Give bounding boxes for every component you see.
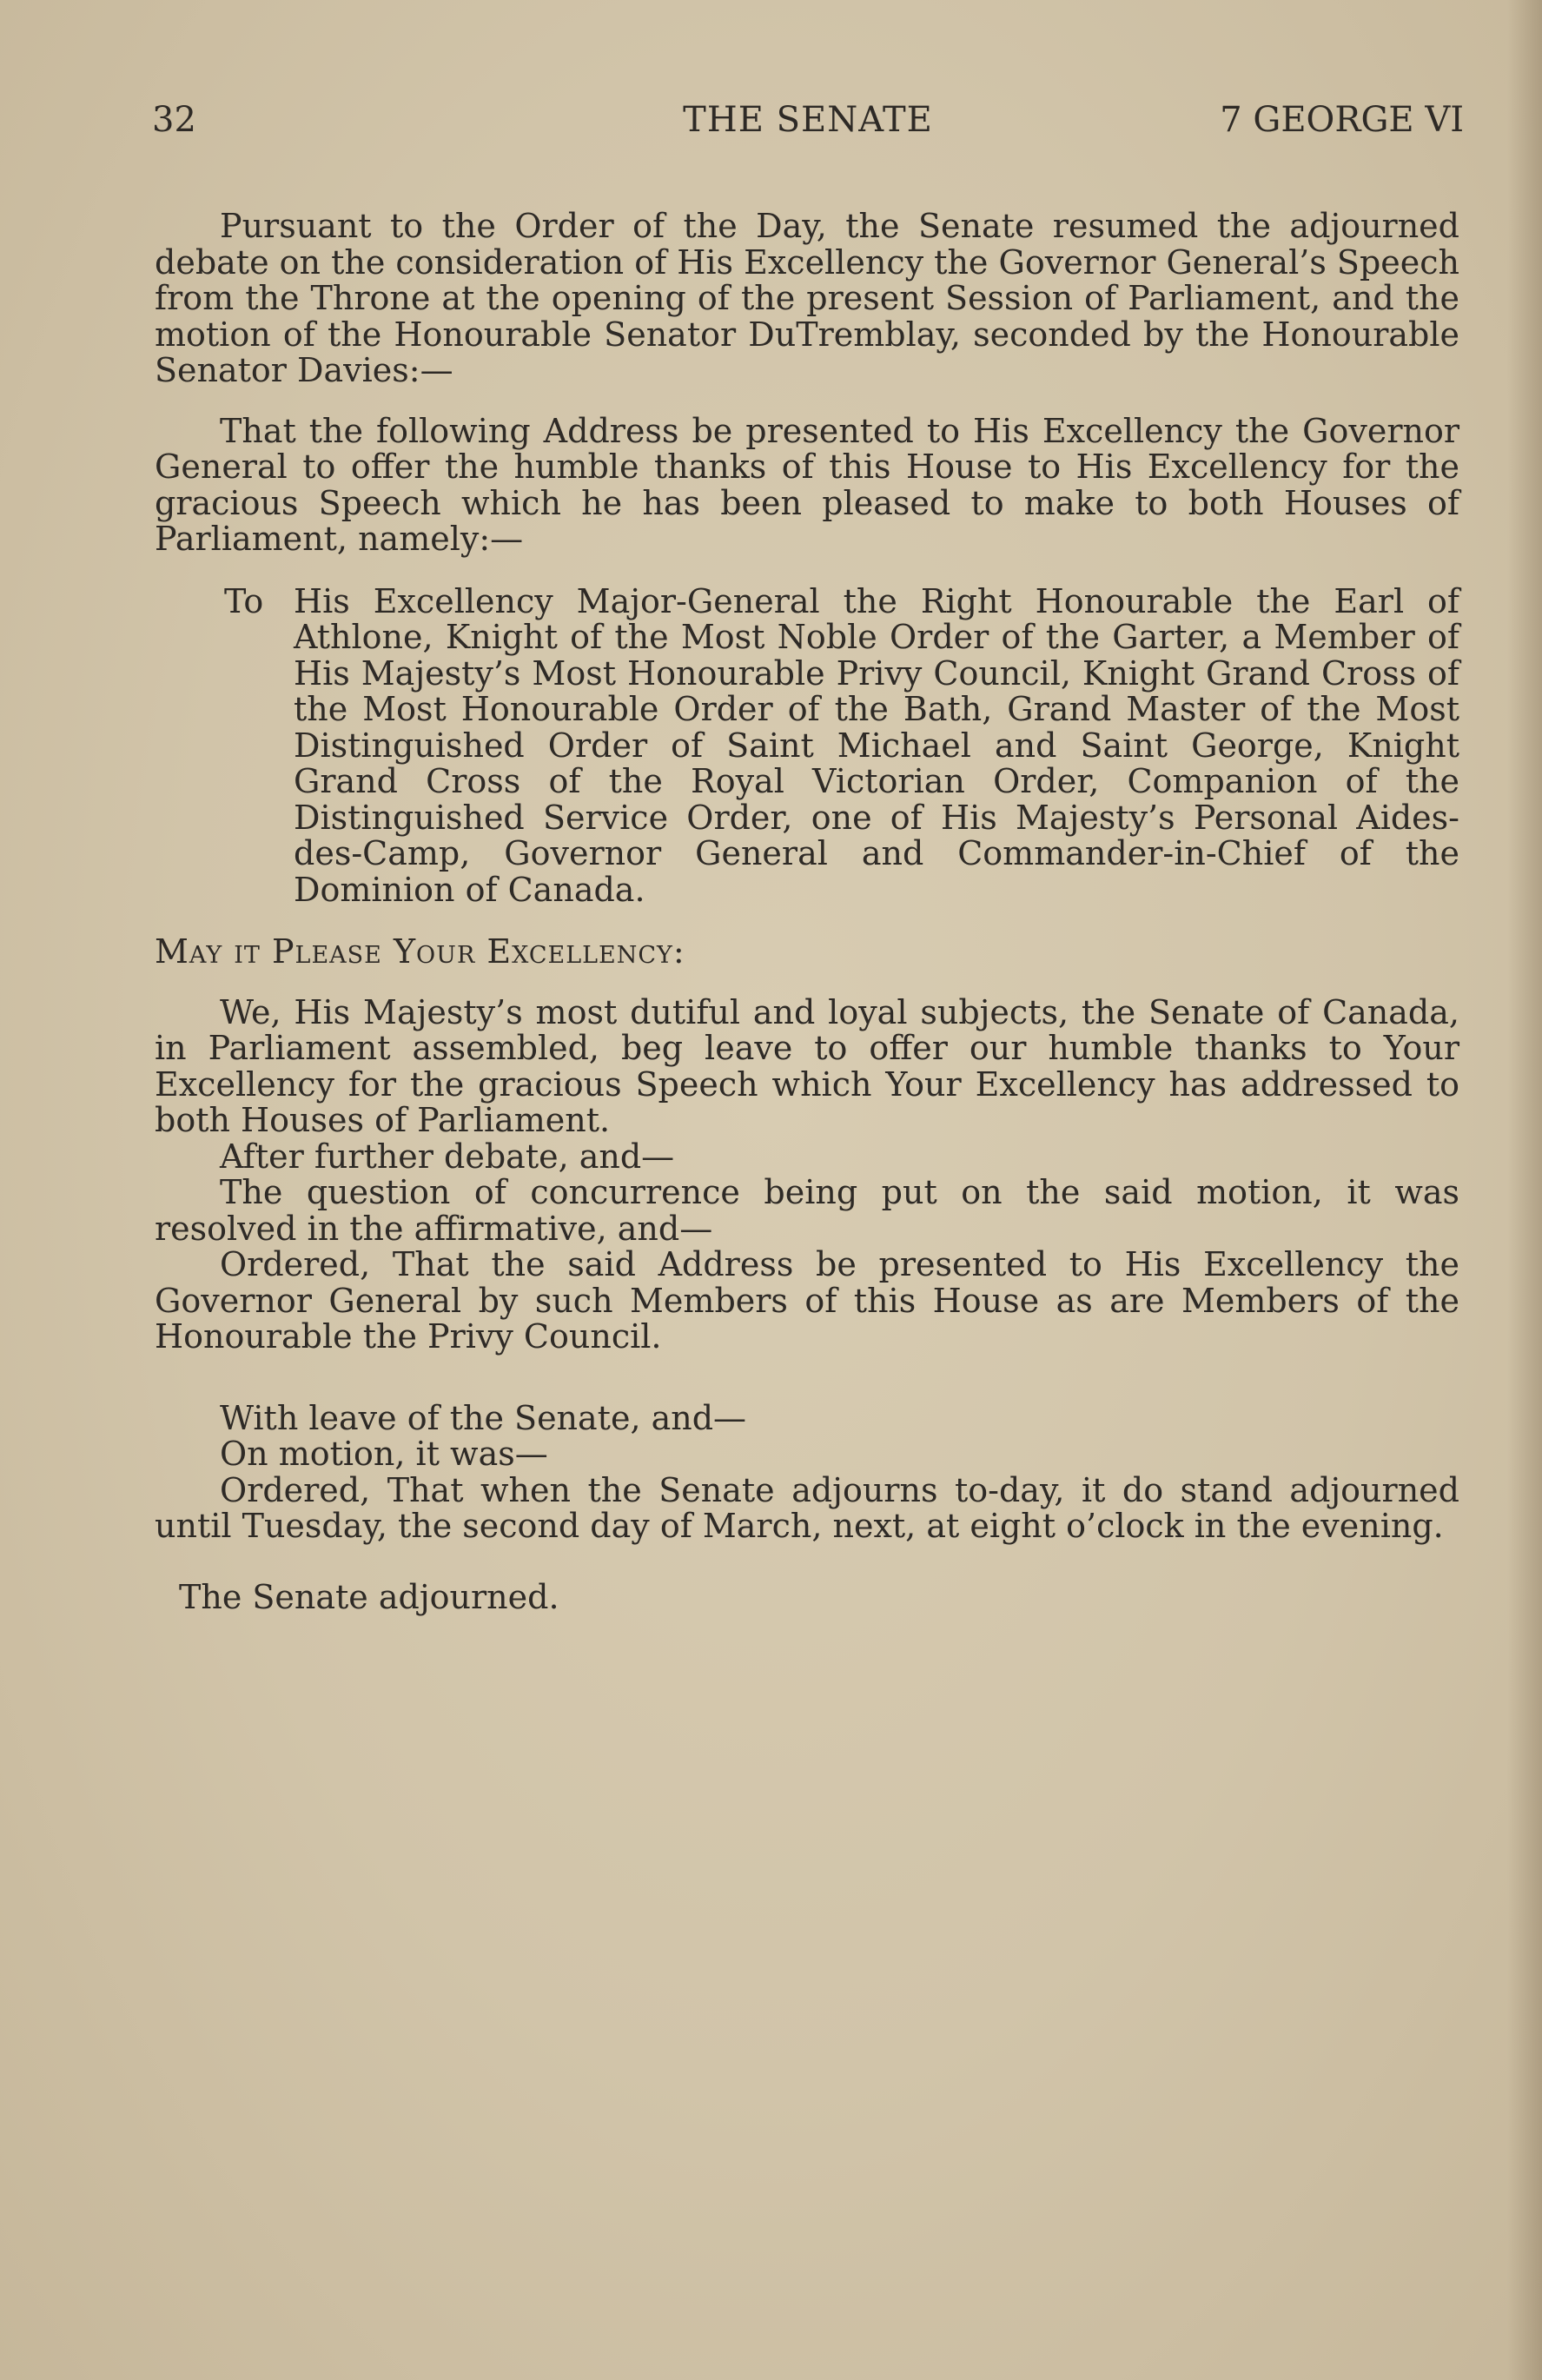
page-edge-shadow (1507, 0, 1542, 2380)
paragraph-address-body: We, His Majesty’s most dutiful and loyal subjects, the Senate of Canada, in Parliament assembled, beg leave to offer our humble thanks to Your Excellency for the gracious Speech which Your Excellency has addressed to both Houses of Parliament. (155, 992, 1459, 1139)
paragraph-question-resolved: The question of concurrence being put on the said motion, it was resolved in the affirmative, and— (155, 1173, 1459, 1248)
running-header (152, 94, 1464, 146)
paragraph-ordered-adjournment: Ordered, That when the Senate adjourns to-day, it do stand adjourned until Tuesday, the second day of March, next, at eight o’clock in the evening. (155, 1470, 1459, 1545)
paragraph-ordered-address: Ordered, That the said Address be presented to His Excellency the Governor General by such Members of this House as are Members of the Honourable the Privy Council. (155, 1245, 1459, 1356)
page-number: 32 (152, 100, 196, 140)
paragraph-on-motion: On motion, it was— (220, 1435, 548, 1473)
paragraph-further-debate: After further debate, and— (220, 1137, 675, 1176)
address-recipient-text: His Excellency Major-General the Right Honourable the Earl of Athlone, Knight of the Most Noble Order of the Garter, a Member of His Majesty’s Most Honourable Privy Council, Knight Grand Cross of the Most Honourable Order of the Bath, Grand Master of the Most Distinguished Order of Saint Michael and Saint George, Knight Grand Cross of the Royal Victorian Order, Companion of the Distinguished Service Order, one of His Majesty’s Personal Aides-des-Camp, Governor General and Commander-in-Chief of the Dominion of Canada. (294, 581, 1459, 909)
address-to-word: To (224, 581, 264, 620)
closing-line: The Senate adjourned. (179, 1577, 559, 1616)
address-recipient (155, 581, 1459, 909)
paragraph-leave-of-senate: With leave of the Senate, and— (220, 1398, 747, 1437)
journal-body (155, 209, 1459, 1615)
paragraph-address-motion: That the following Address be presented to His Excellency the Governor General to offer the humble thanks of this House to His Excellency for the gracious Speech which he has been pleased to make to both Houses of Parliament, namely:— (155, 411, 1459, 558)
regnal-year: 7 GEORGE VI (1220, 100, 1464, 140)
paragraph-resumed-debate: Pursuant to the Order of the Day, the Senate resumed the adjourned debate on the consideration of His Excellency the Governor General’s Speech from the Throne at the opening of the present Session of Parliament, and the motion of the Honourable Senator DuTremblay, seconded by the Honourable Senator Davies:— (155, 207, 1459, 389)
salutation: May it Please Your Excellency: (155, 932, 685, 971)
running-title: THE SENATE (683, 100, 933, 140)
